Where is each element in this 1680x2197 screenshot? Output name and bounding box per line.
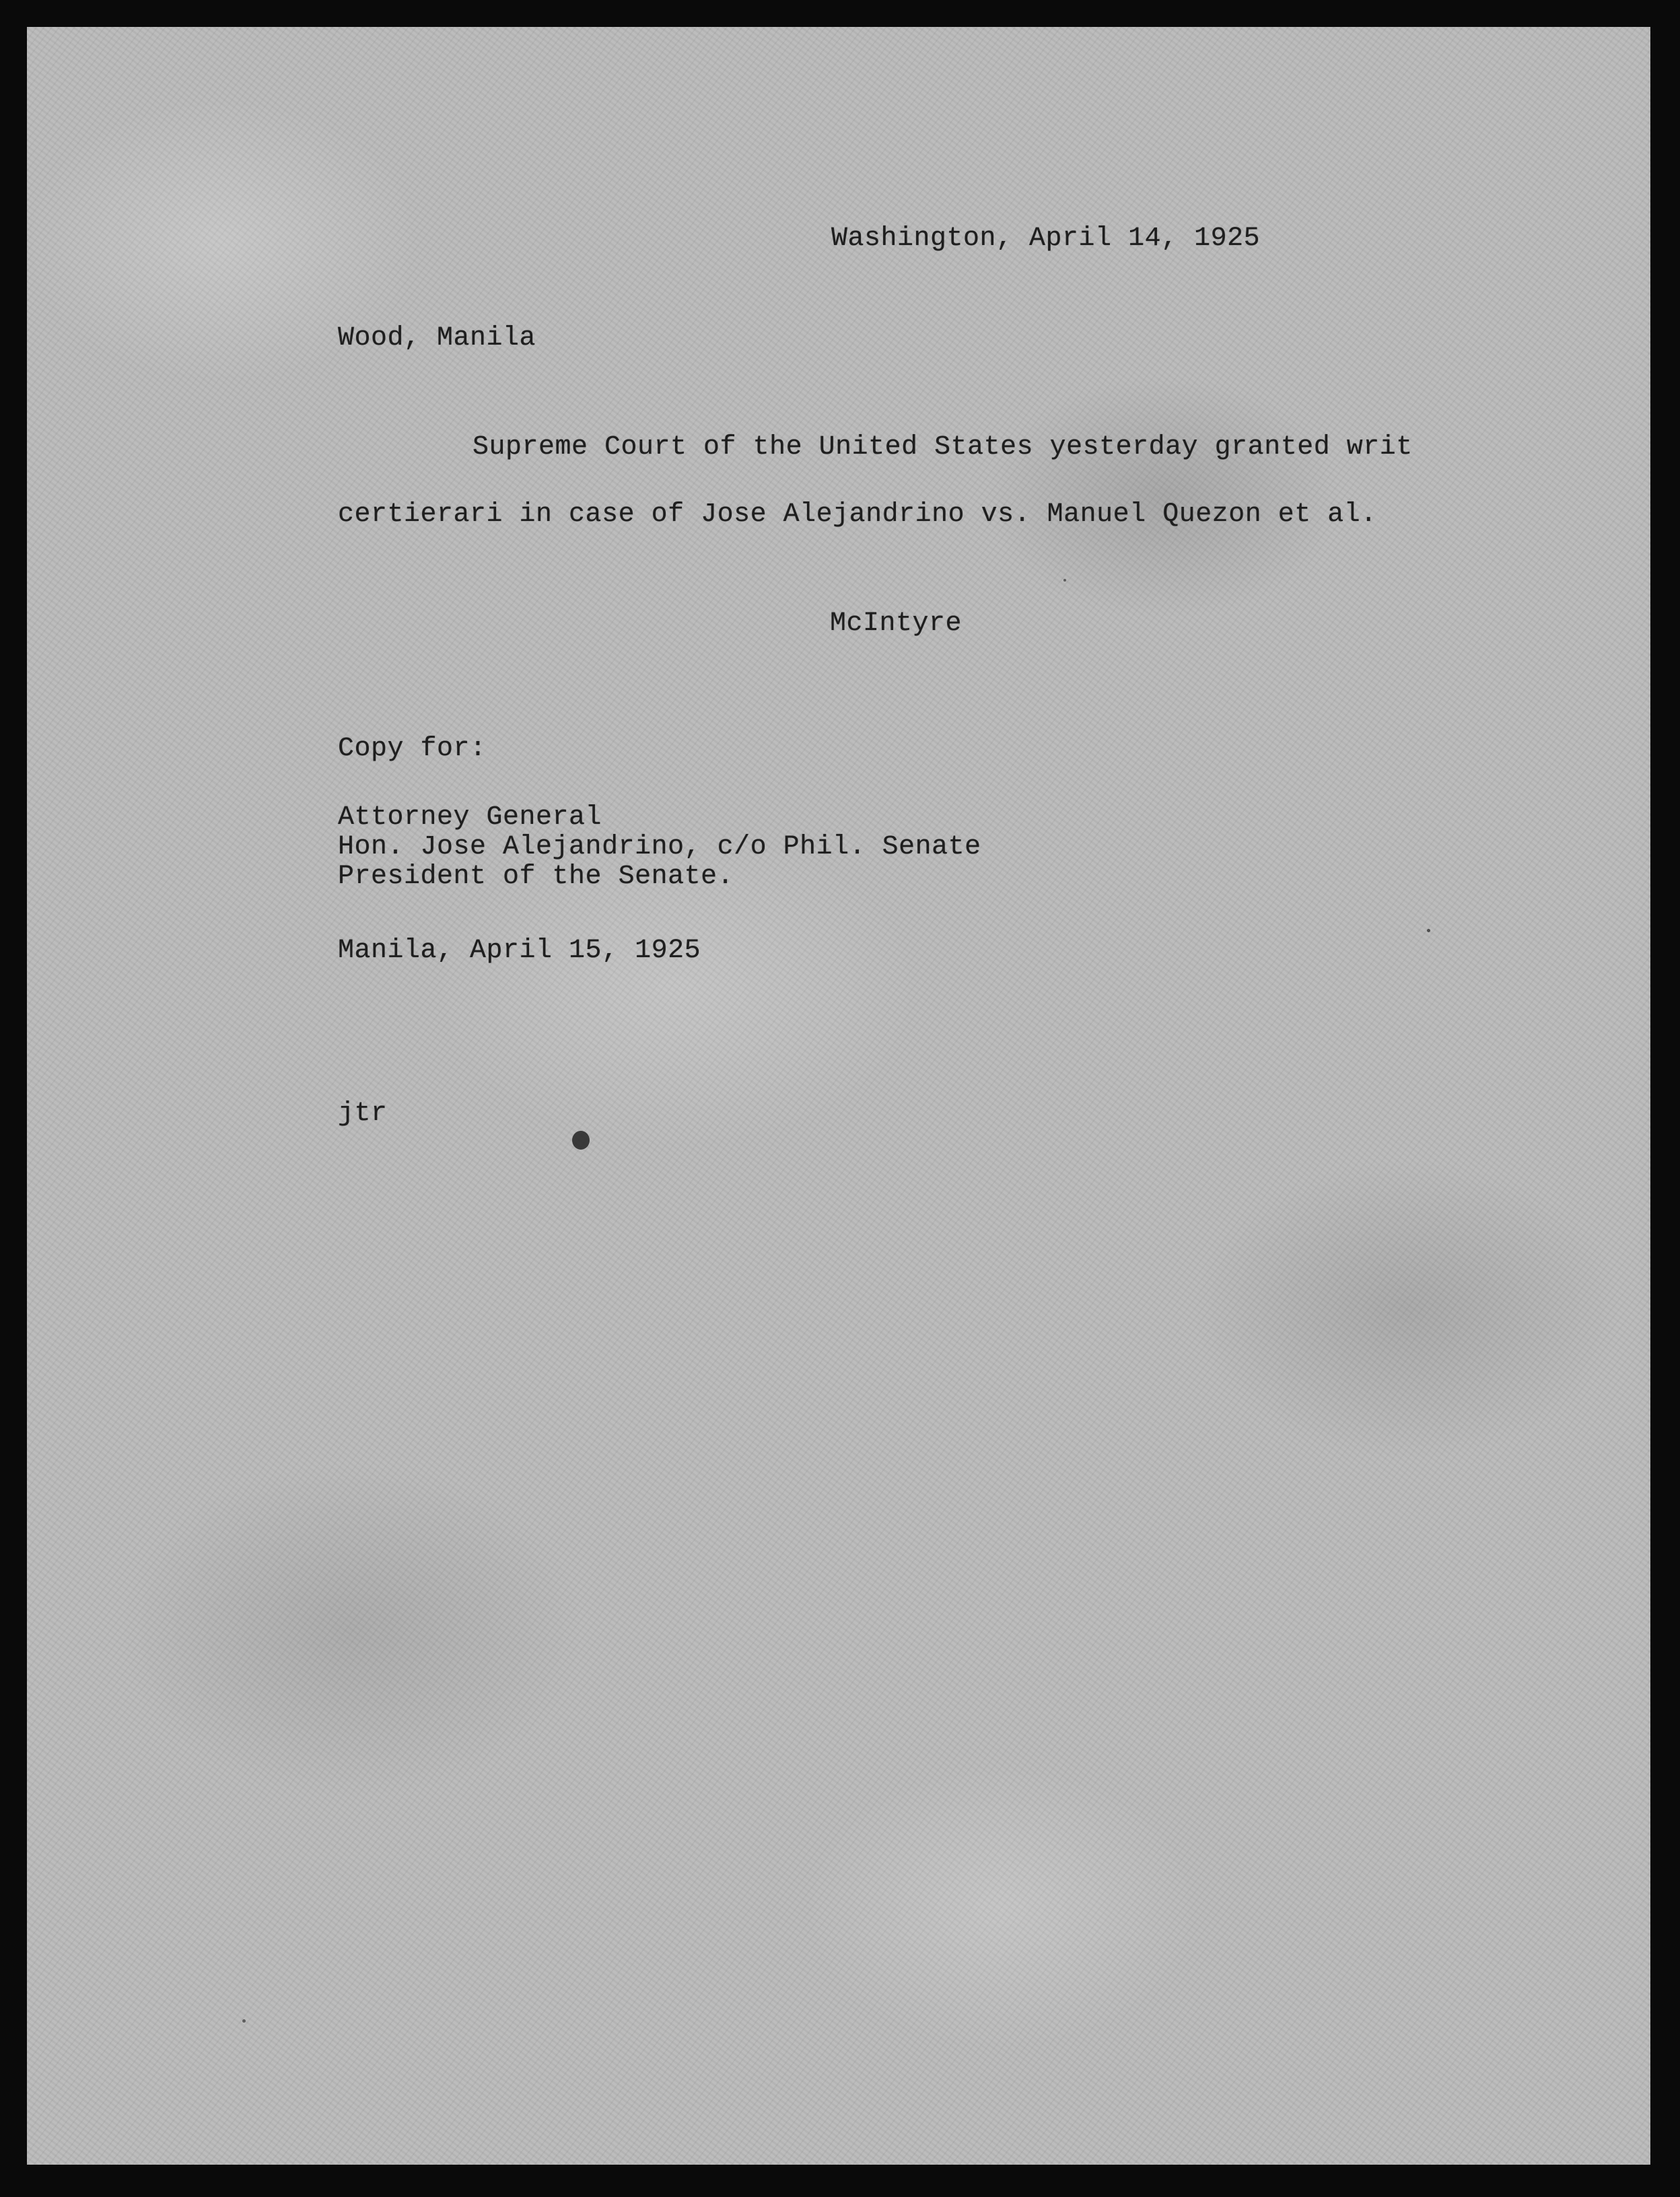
addressee: Wood, Manila — [338, 323, 536, 353]
document-page — [27, 27, 1650, 2165]
ink-speck — [1427, 929, 1430, 932]
footer-dateline: Manila, April 15, 1925 — [338, 936, 701, 966]
body-line-1: Supreme Court of the United States yesterday granted writ — [473, 432, 1413, 462]
copy-recipient: Hon. Jose Alejandrino, c/o Phil. Senate — [338, 832, 981, 862]
copy-recipient: Attorney General — [338, 802, 602, 833]
ink-speck — [1063, 579, 1066, 582]
signature: McIntyre — [830, 608, 963, 639]
copy-recipient: President of the Senate. — [338, 862, 734, 892]
ink-speck — [242, 2019, 246, 2023]
ink-blot — [572, 1131, 590, 1150]
body-line-2: certierari in case of Jose Alejandrino vs. Manuel Quezon et al. — [338, 499, 1377, 530]
copy-for-label: Copy for: — [338, 734, 487, 764]
typist-initials: jtr — [338, 1098, 388, 1129]
dateline: Washington, April 14, 1925 — [831, 223, 1261, 254]
